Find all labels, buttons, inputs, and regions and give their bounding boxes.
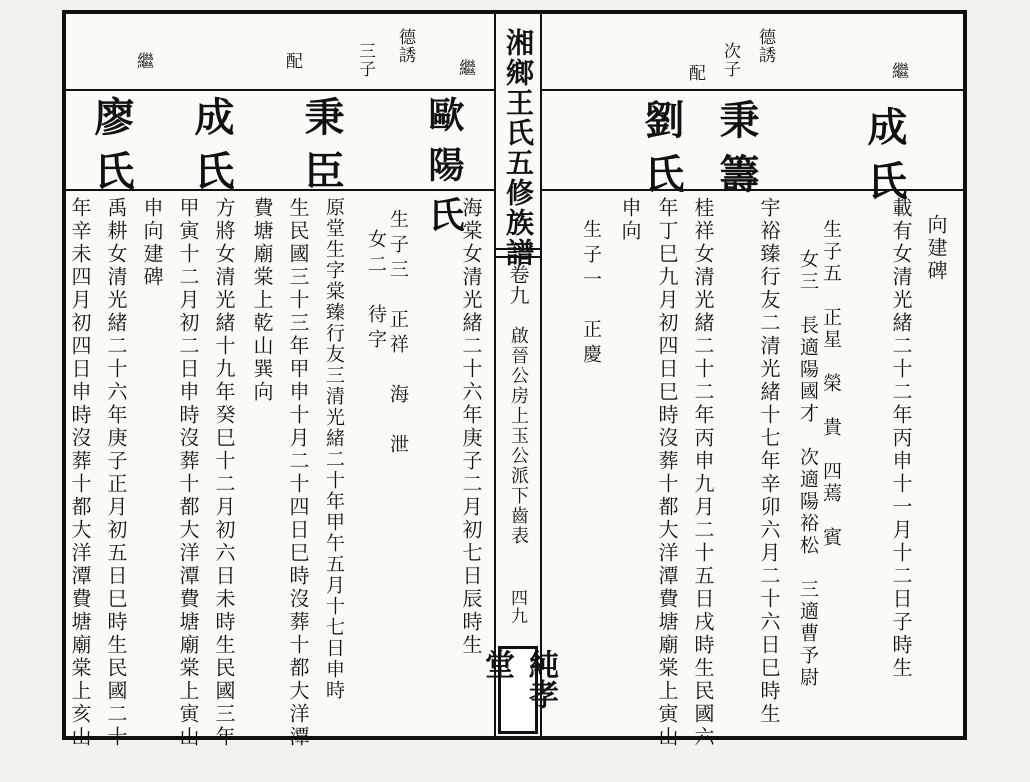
volume-label: 卷九 bbox=[506, 264, 530, 306]
entry-line: 宇裕臻行友二清光緒十七年辛卯六月二十六日巳時生 bbox=[757, 197, 781, 726]
entry-line: 方將女清光緒十九年癸巳十二月初六日未時生民國三年 bbox=[212, 197, 236, 749]
book-title: 湘鄉王氏五修族譜 bbox=[502, 28, 535, 268]
entry-line: 生子一 正慶 bbox=[580, 219, 602, 369]
relation-de-you: 德誘 bbox=[755, 28, 775, 64]
entry-line: 桂祥女清光緒二十二年丙申九月二十五日戌時生民國六 bbox=[691, 197, 715, 749]
name-ouyang: 歐陽氏 bbox=[423, 96, 465, 246]
name-son: 秉籌 bbox=[713, 99, 760, 207]
center-band bbox=[479, 14, 558, 736]
entry-line: 海棠女清光緒二十六年庚子二月初七日辰時生 bbox=[459, 197, 483, 657]
genealogy-page bbox=[62, 10, 967, 749]
relation-pei: 配 bbox=[685, 64, 705, 82]
relation-ci-zi: 次子 bbox=[720, 42, 740, 78]
entry-line: 年辛未四月初四日申時沒葬十都大洋潭費塘廟棠上亥山 bbox=[68, 197, 92, 749]
entry-line: 甲寅十二月初二日申時沒葬十都大洋潭費塘廟棠上寅山 bbox=[176, 197, 200, 749]
hall-name: 純孝堂 bbox=[498, 646, 538, 734]
relation-pei: 配 bbox=[282, 52, 302, 70]
name-son: 秉臣 bbox=[298, 96, 345, 204]
page-number: 四九 bbox=[507, 589, 527, 625]
entry-line: 年丁巳九月初四日巳時沒葬十都大洋潭費塘廟棠上寅山 bbox=[655, 197, 679, 749]
entry-line: 生子五 正星 榮 貴 四蔫 賓 bbox=[820, 219, 842, 549]
entry-line: 載有女清光緒二十二年丙申十一月十二日子時生 bbox=[889, 197, 913, 680]
entry-line: 申向建碑 bbox=[140, 197, 164, 289]
relation-san-zi: 三子 bbox=[355, 42, 375, 78]
name-ji: 成氏 bbox=[861, 106, 908, 214]
relation-ji-left: 繼 bbox=[133, 52, 153, 70]
entry-line: 女三 長適陽國才 次適陽裕松 三適曹予尉 bbox=[797, 249, 819, 689]
entry-line: 禹耕女清光緒二十六年庚子正月初五日巳時生民國二十 bbox=[104, 197, 128, 749]
name-wife: 劉氏 bbox=[638, 99, 685, 207]
entry-line: 向建碑 bbox=[924, 214, 948, 283]
relation-ji: 繼 bbox=[888, 62, 908, 80]
entry-line: 原堂生字棠臻行友三清光緒二十年甲午五月十七日申時 bbox=[323, 197, 345, 701]
name-wife: 成氏 bbox=[188, 96, 235, 204]
relation-de-you: 德誘 bbox=[395, 28, 415, 64]
entry-line: 生民國三十三年甲申十月二十四日巳時沒葬十都大洋潭 bbox=[286, 197, 310, 749]
entry-line: 女二 待字 bbox=[365, 229, 387, 354]
entry-line: 申向 bbox=[618, 197, 642, 243]
relation-ji-right: 繼 bbox=[455, 59, 475, 77]
entry-line: 費塘廟棠上乾山巽向 bbox=[250, 197, 274, 404]
name-liao: 廖氏 bbox=[88, 96, 135, 204]
fish-tail-mark bbox=[496, 248, 540, 258]
entry-line: 生子三 正祥 海 泄 bbox=[387, 209, 409, 459]
section-label: 啟晉公房上玉公派下齒表 bbox=[508, 326, 529, 546]
